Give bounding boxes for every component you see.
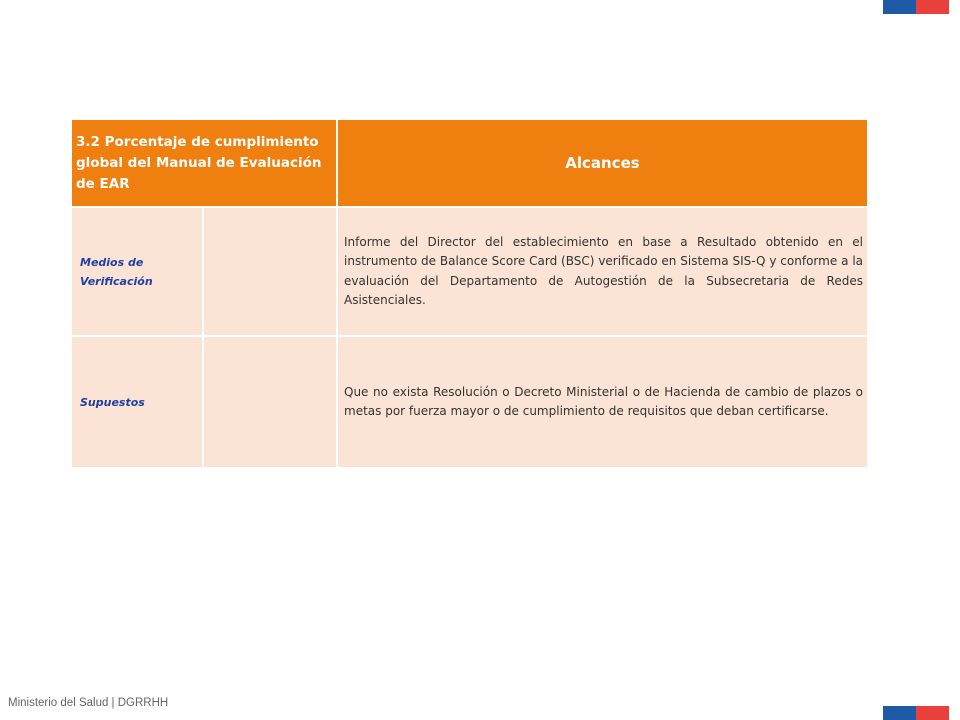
row-description-supuestos: Que no exista Resolución o Decreto Ministerial o de Hacienda de cambio de plazos o metas por fuerza mayor o de cumplimiento de requisitos que deban certificarse. <box>338 337 867 467</box>
table-row <box>72 208 867 335</box>
row-middle-cell <box>204 208 336 335</box>
row-label-medios: Medios de Verificación <box>72 208 202 335</box>
flag-blue-segment <box>883 0 916 14</box>
flag-red-segment <box>916 706 949 720</box>
table-header-row <box>72 120 867 206</box>
row-description-medios: Informe del Director del establecimiento en base a Resultado obtenido en el instrumento de Balance Score Card (BSC) verificado en Sistema SIS-Q y conforme a la evaluación del Departamento de Autogestión de la Subsecretaria de Redes Asistenciales. <box>338 208 867 335</box>
chile-flag-stripe-top <box>883 0 949 14</box>
row-label-supuestos: Supuestos <box>72 337 202 467</box>
table-row <box>72 337 867 467</box>
flag-blue-segment <box>883 706 916 720</box>
chile-flag-stripe-bottom <box>883 706 949 720</box>
indicator-table <box>70 118 869 469</box>
row-middle-cell <box>204 337 336 467</box>
footer-ministry-label: Ministerio del Salud | DGRRHH <box>8 697 169 709</box>
alcances-header: Alcances <box>338 120 867 206</box>
flag-red-segment <box>916 0 949 14</box>
indicator-title: 3.2 Porcentaje de cumplimiento global del Manual de Evaluación de EAR <box>72 120 336 206</box>
